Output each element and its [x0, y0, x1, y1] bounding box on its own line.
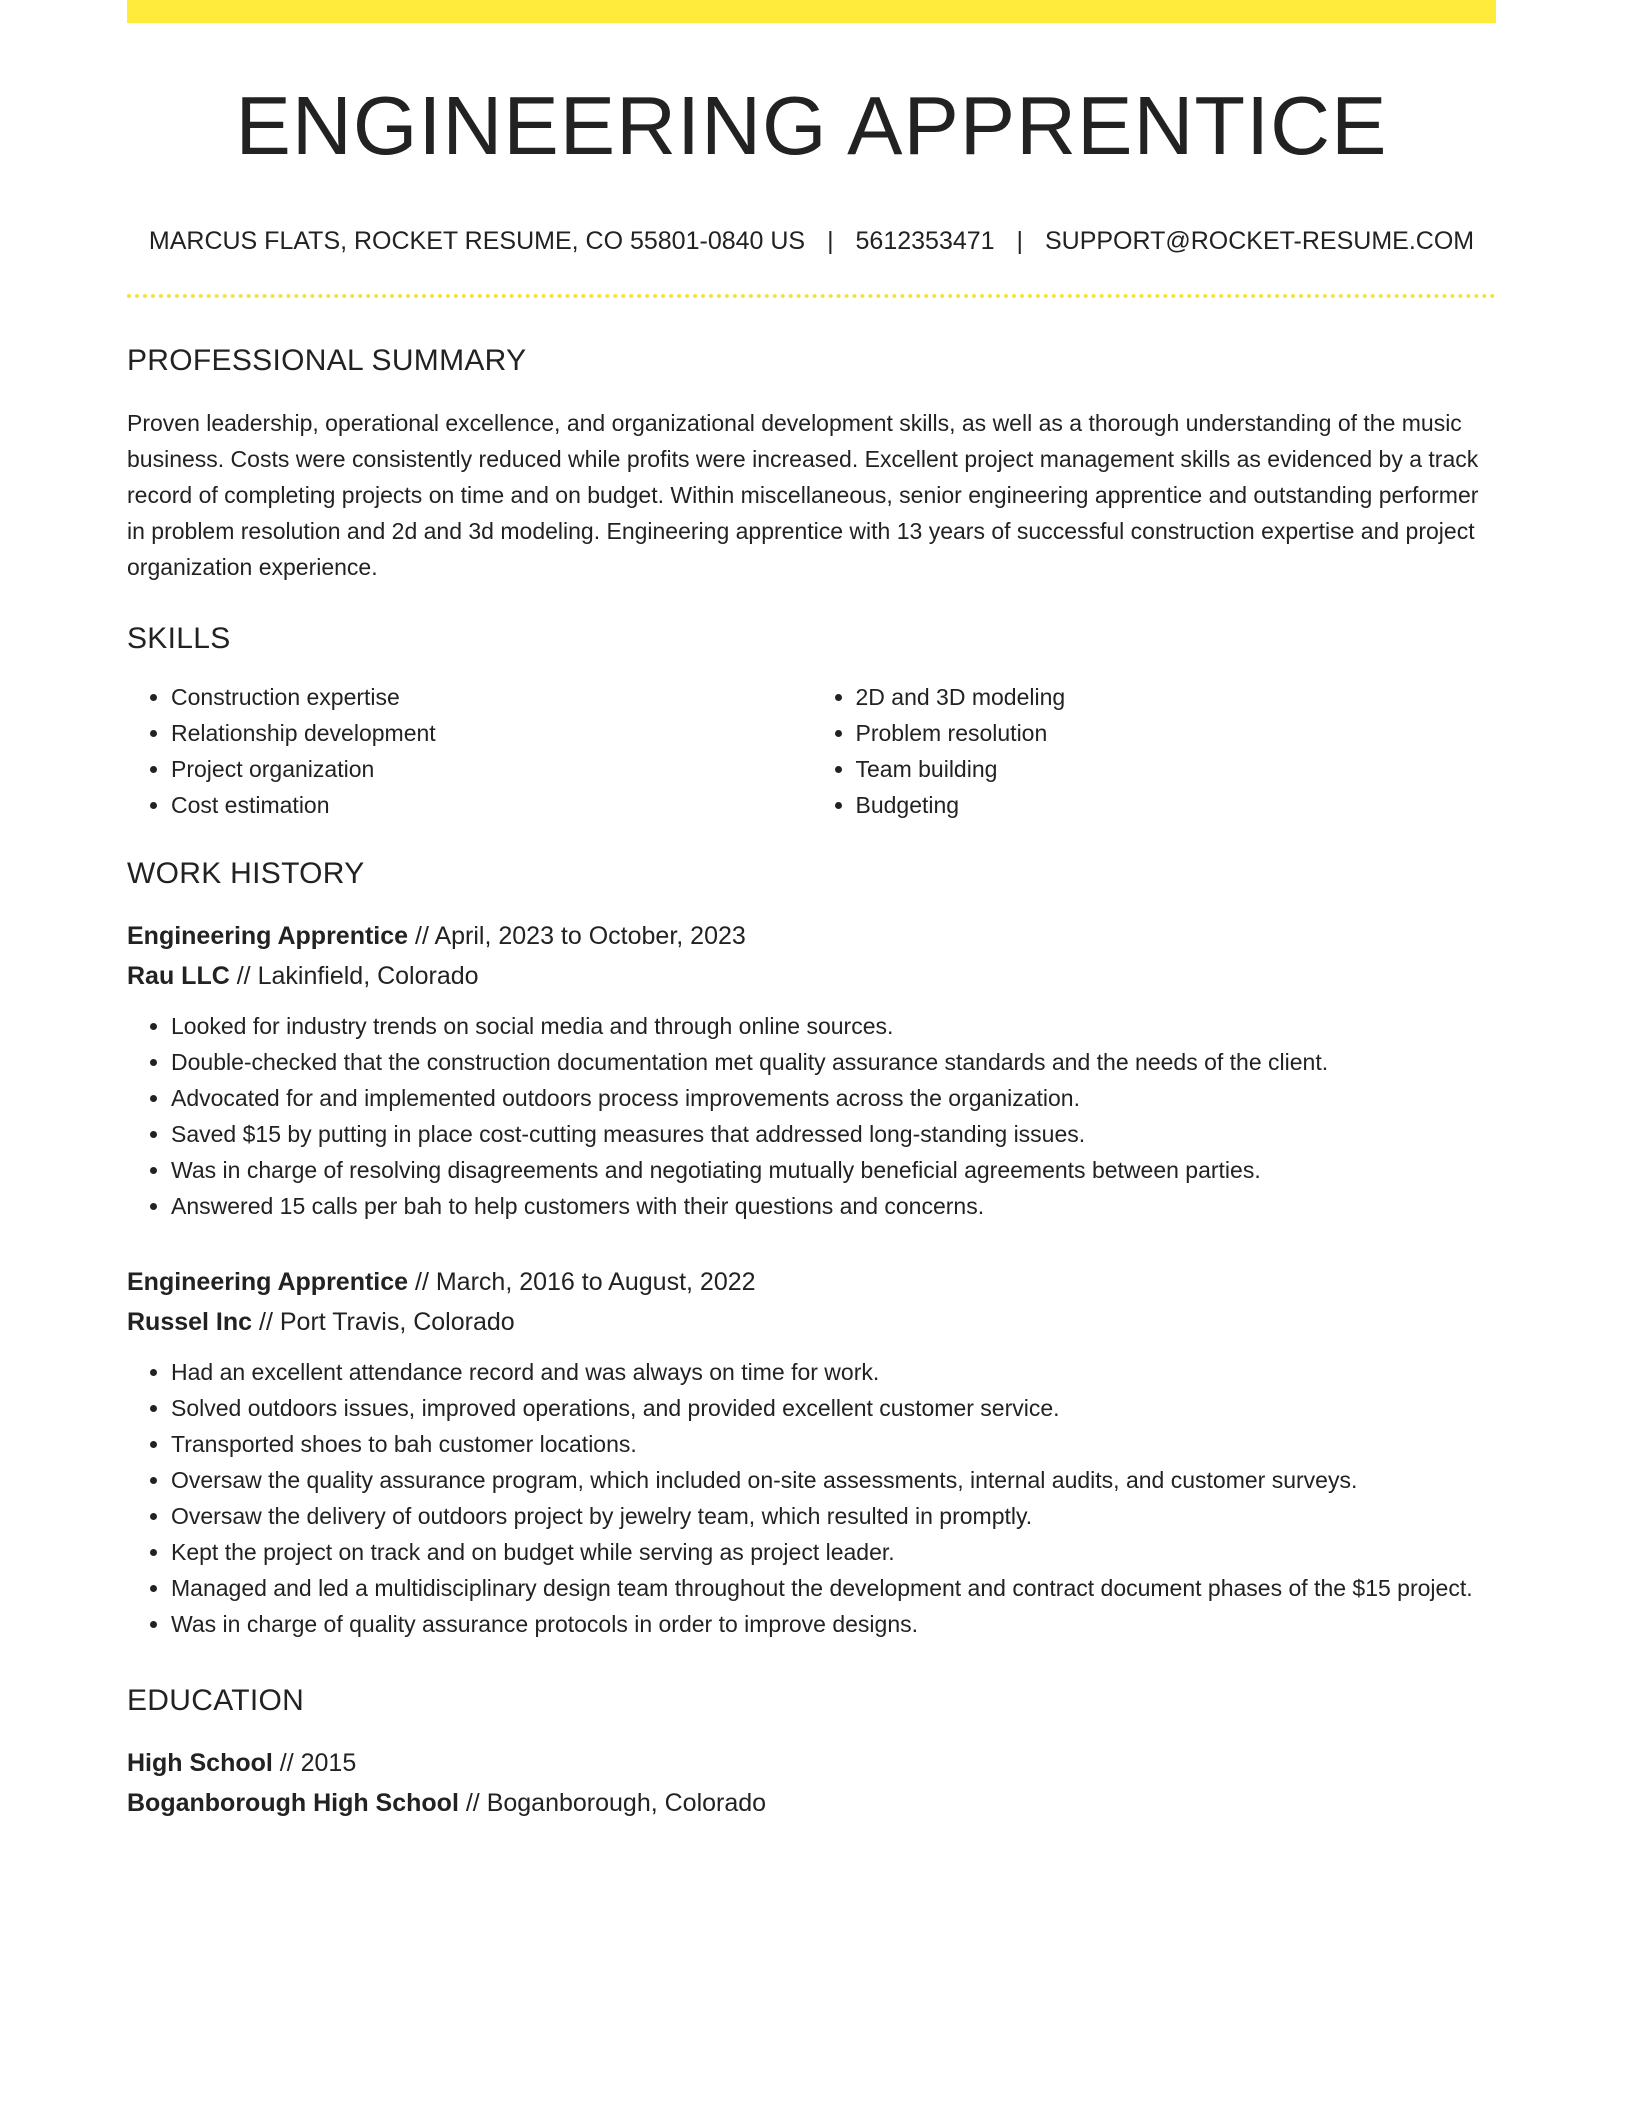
delimiter: //	[458, 1789, 487, 1817]
job-bullets	[127, 1008, 1496, 1224]
skill-item: • Problem resolution	[856, 715, 1497, 751]
job-dates: March, 2016 to August, 2022	[435, 1268, 756, 1296]
job-bullet: • Was in charge of resolving disagreements and negotiating mutually beneficial agreements between parties.	[171, 1152, 1496, 1188]
contact-separator: |	[827, 227, 834, 255]
work-history-heading: WORK HISTORY	[127, 857, 365, 890]
job-bullet: • Advocated for and implemented outdoors process improvements across the organization.	[171, 1080, 1496, 1116]
job-bullet: • Oversaw the delivery of outdoors project by jewelry team, which resulted in promptly.	[171, 1498, 1496, 1534]
skill-item: • Cost estimation	[171, 787, 812, 823]
education-heading: EDUCATION	[127, 1684, 305, 1717]
resume-page	[127, 0, 1496, 1823]
job-bullet: • Double-checked that the construction documentation met quality assurance standards and the needs of the client.	[171, 1044, 1496, 1080]
skills-right-column	[812, 679, 1497, 823]
resume-name: ENGINEERING APPRENTICE	[235, 79, 1388, 172]
company-name: Russel Inc	[127, 1308, 253, 1336]
delimiter: //	[408, 922, 435, 950]
skill-item: • 2D and 3D modeling	[856, 679, 1497, 715]
company-location: Lakinfield, Colorado	[257, 962, 479, 990]
job-dates: April, 2023 to October, 2023	[434, 922, 746, 950]
skill-item: • Relationship development	[171, 715, 812, 751]
skill-item: • Team building	[856, 751, 1497, 787]
school-line	[127, 1783, 1496, 1823]
job-bullet: • Managed and led a multidisciplinary design team throughout the development and contract document phases of the $15 project.	[171, 1570, 1496, 1606]
skill-item: • Project organization	[171, 751, 812, 787]
job-bullet: • Saved $15 by putting in place cost-cutting measures that addressed long-standing issues.	[171, 1116, 1496, 1152]
job-bullets	[127, 1354, 1496, 1642]
job-bullet: • Had an excellent attendance record and was always on time for work.	[171, 1354, 1496, 1390]
skills-heading: SKILLS	[127, 622, 231, 655]
job-bullet: • Transported shoes to bah customer locations.	[171, 1426, 1496, 1462]
contact-line	[127, 229, 1496, 254]
degree: High School	[127, 1749, 273, 1777]
summary-heading: PROFESSIONAL SUMMARY	[127, 344, 527, 377]
skills-grid	[127, 679, 1496, 823]
job-title-line	[127, 916, 1496, 956]
delimiter: //	[408, 1268, 436, 1296]
degree-line	[127, 1743, 1496, 1783]
contact-separator: |	[1016, 227, 1024, 255]
job-bullet: • Looked for industry trends on social media and through online sources.	[171, 1008, 1496, 1044]
company-line	[127, 1302, 1496, 1342]
education-entry	[127, 1743, 1496, 1823]
job-bullet: • Oversaw the quality assurance program, which included on-site assessments, internal audits, and customer surveys.	[171, 1462, 1496, 1498]
delimiter: //	[272, 1749, 301, 1777]
job-title-line	[127, 1262, 1496, 1302]
job-entry	[127, 1262, 1496, 1642]
company-line	[127, 956, 1496, 996]
dotted-divider	[127, 294, 1496, 298]
summary-text: Proven leadership, operational excellence, and organizational development skills, as well as a thorough understanding of the music business. Costs were consistently reduced while profits were increased. Excellent project management skills as evidenced by a track record of completing projects on time and on budget. Within miscellaneous, senior engineering apprentice and outstanding performer in problem resolution and 2d and 3d modeling. Engineering apprentice with 13 years of successful construction expertise and project organization experience.	[127, 410, 1479, 580]
graduation-year: 2015	[300, 1749, 357, 1777]
delimiter: //	[229, 962, 258, 990]
contact-phone: 5612353471	[855, 227, 995, 255]
contact-address: MARCUS FLATS, ROCKET RESUME, CO 55801-0840 US	[148, 227, 806, 255]
accent-top-bar	[127, 0, 1496, 23]
job-bullet: • Solved outdoors issues, improved operations, and provided excellent customer service.	[171, 1390, 1496, 1426]
skills-left-column	[127, 679, 812, 823]
company-name: Rau LLC	[127, 962, 230, 990]
job-bullet: • Kept the project on track and on budget while serving as project leader.	[171, 1534, 1496, 1570]
company-location: Port Travis, Colorado	[279, 1308, 515, 1336]
job-title: Engineering Apprentice	[127, 922, 409, 950]
school-name: Boganborough High School	[127, 1789, 459, 1817]
delimiter: //	[252, 1308, 280, 1336]
job-bullet: • Was in charge of quality assurance protocols in order to improve designs.	[171, 1606, 1496, 1642]
job-bullet: • Answered 15 calls per bah to help customers with their questions and concerns.	[171, 1188, 1496, 1224]
job-title: Engineering Apprentice	[127, 1268, 409, 1296]
contact-email: SUPPORT@ROCKET-RESUME.COM	[1044, 227, 1475, 255]
skill-item: • Construction expertise	[171, 679, 812, 715]
job-entry	[127, 916, 1496, 1224]
skill-item: • Budgeting	[856, 787, 1497, 823]
school-location: Boganborough, Colorado	[486, 1789, 767, 1817]
